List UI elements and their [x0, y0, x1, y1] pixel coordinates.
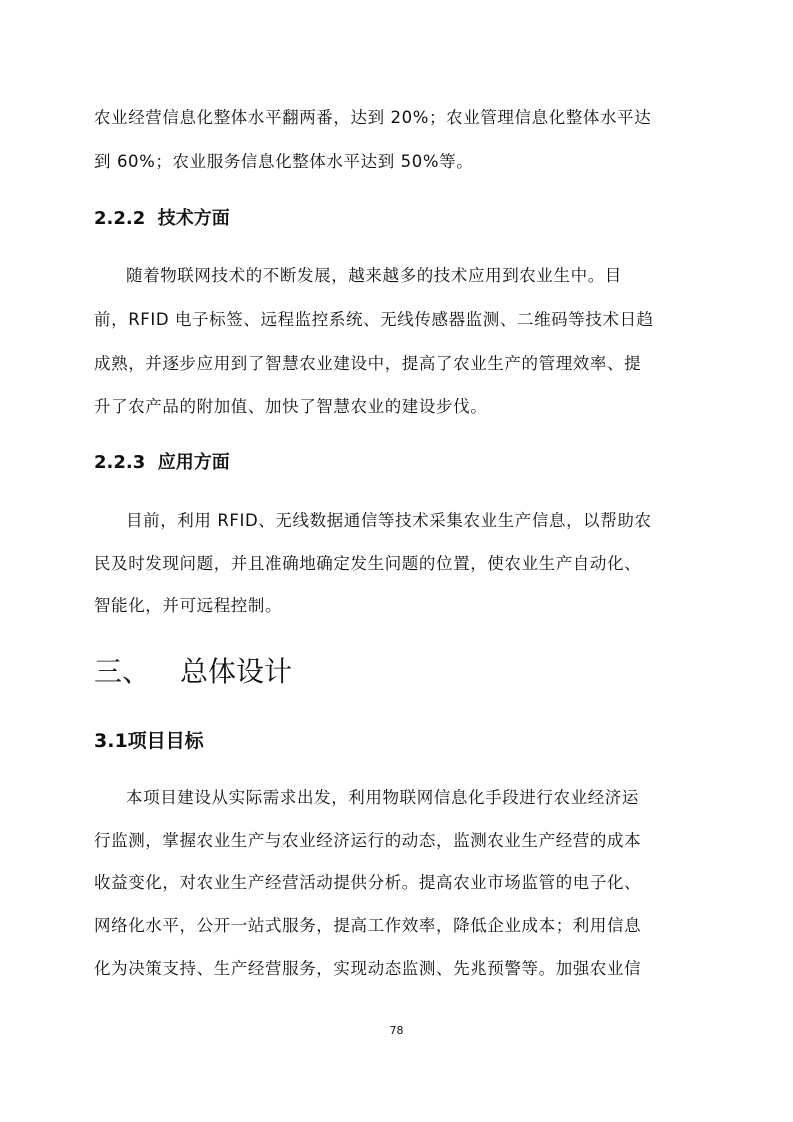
- heading-title: 技术方面: [157, 208, 230, 229]
- heading-number: 2.2.2: [94, 208, 146, 229]
- paragraph-line: 到 60%；农业服务信息化整体水平达到 50%等。: [94, 152, 474, 171]
- heading-title: 应用方面: [157, 452, 230, 473]
- paragraph-line: 前，RFID 电子标签、远程监控系统、无线传感器监测、二维码等技术日趋: [94, 310, 654, 329]
- paragraph-line: 升了农产品的附加值、加快了智慧农业的建设步伐。: [94, 397, 488, 416]
- section-heading-3-1: 3.1项目目标: [94, 730, 204, 752]
- paragraph-line: 行监测，掌握农业生产与农业经济运行的动态，监测农业生产经营的成本: [94, 831, 642, 850]
- paragraph-line: 农业经营信息化整体水平翻两番，达到 20%；农业管理信息化整体水平达: [94, 108, 652, 127]
- section-heading-2-2-3: [94, 448, 230, 474]
- paragraph-line: 成熟，并逐步应用到了智慧农业建设中，提高了农业生产的管理效率、提: [94, 354, 642, 373]
- heading-number: 2.2.3: [94, 452, 146, 473]
- paragraph-line: 本项目建设从实际需求出发，利用物联网信息化手段进行农业经济运: [126, 788, 639, 807]
- paragraph-line: 目前，利用 RFID、无线数据通信等技术采集农业生产信息，以帮助农: [126, 511, 652, 530]
- paragraph-line: 智能化，并可远程控制。: [94, 596, 283, 615]
- chapter-heading: [94, 650, 292, 690]
- section-heading-2-2-2: [94, 204, 230, 230]
- paragraph-line: 网络化水平，公开一站式服务，提高工作效率，降低企业成本；利用信息: [94, 916, 642, 935]
- paragraph-line: 随着物联网技术的不断发展，越来越多的技术应用到农业生中。目: [126, 266, 622, 285]
- paragraph-line: 民及时发现问题，并且准确地确定发生问题的位置，使农业生产自动化、: [94, 554, 642, 573]
- chapter-number: 三、: [94, 655, 151, 688]
- paragraph-line: 化为决策支持、生产经营服务，实现动态监测、先兆预警等。加强农业信: [94, 959, 642, 978]
- chapter-title: 总体设计: [180, 655, 293, 688]
- paragraph-line: 收益变化，对农业生产经营活动提供分析。提高农业市场监管的电子化、: [94, 873, 642, 892]
- page-number: 78: [389, 1024, 404, 1037]
